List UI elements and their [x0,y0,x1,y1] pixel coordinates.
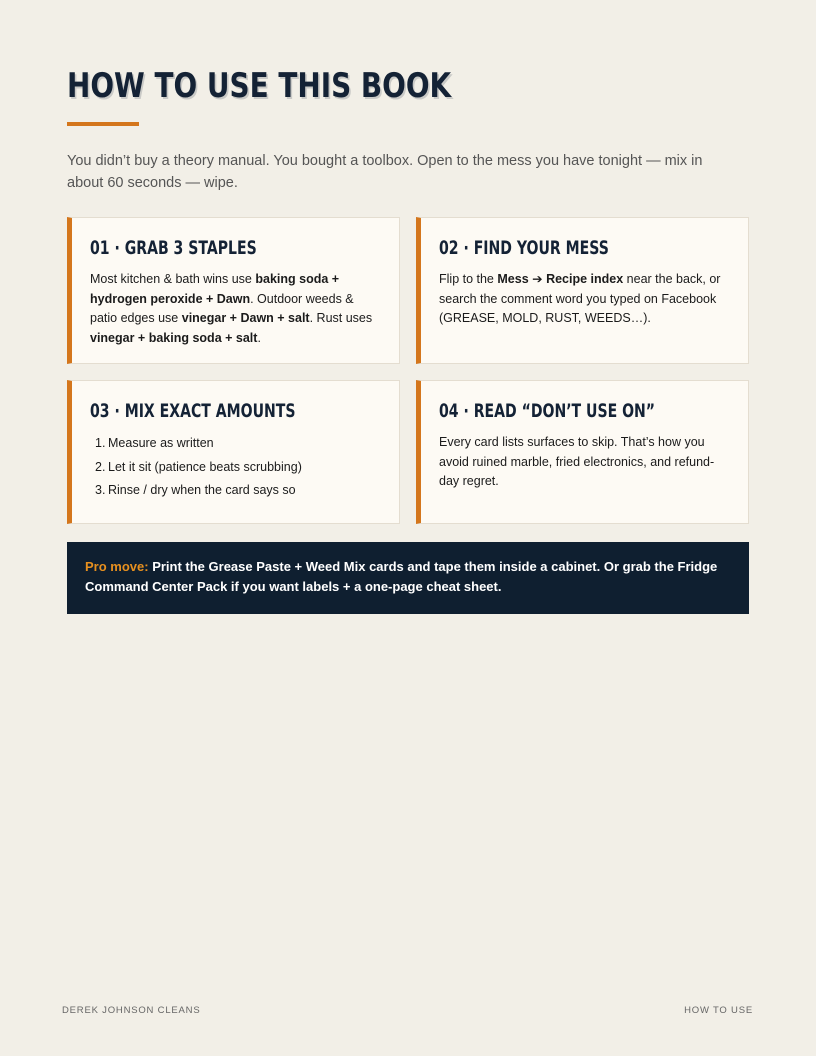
footer-section: HOW TO USE [684,1005,753,1016]
steps-grid [67,217,749,524]
step-card-body: Flip to the Mess ➔ Recipe index near the back, or search the comment word you typed on Facebook (GREASE, MOLD, RUST, WEEDS…). [439,272,721,325]
step-card-grab-staples [67,217,400,364]
pro-tip-label: Pro move: [85,559,149,574]
step-card-dont-use-on [416,380,749,524]
list-item: 2. Let it sit (patience beats scrubbing) [95,459,302,474]
step-card-title: 02 · FIND YOUR MESS [439,237,609,259]
pro-tip-text: Print the Grease Paste + Weed Mix cards and tape them inside a cabinet. Or grab the Fridge Command Center Pack if you want labels + a one-page cheat sheet. [85,559,718,594]
step-card-title: 03 · MIX EXACT AMOUNTS [90,400,296,422]
list-item: 1. Measure as written [95,436,214,450]
step-card-title: 01 · GRAB 3 STAPLES [90,237,257,259]
step-card-body: Most kitchen & bath wins use baking soda + hydrogen peroxide + Dawn. Outdoor weeds & patio edges use vinegar + Dawn + salt. Rust uses vinegar + baking soda + salt. [90,272,373,345]
list-item: 3. Rinse / dry when the card says so [95,483,296,497]
step-card-list [90,432,381,503]
step-card-mix-amounts [67,380,400,524]
pro-tip-callout [67,542,749,614]
step-card-body: Every card lists surfaces to skip. That’s how you avoid ruined marble, fried electronics, and refund-day regret. [439,435,715,488]
title-underline [67,122,139,126]
step-card-title: 04 · READ “DON’T USE ON” [439,400,656,422]
page-title: HOW TO USE THIS BOOK [67,66,452,106]
footer-brand: DEREK JOHNSON CLEANS [62,1005,201,1016]
intro-paragraph: You didn’t buy a theory manual. You bought a toolbox. Open to the mess you have tonight — mix in about 60 seconds — wipe. [67,153,703,191]
step-card-find-mess [416,217,749,364]
page-content [67,64,749,614]
